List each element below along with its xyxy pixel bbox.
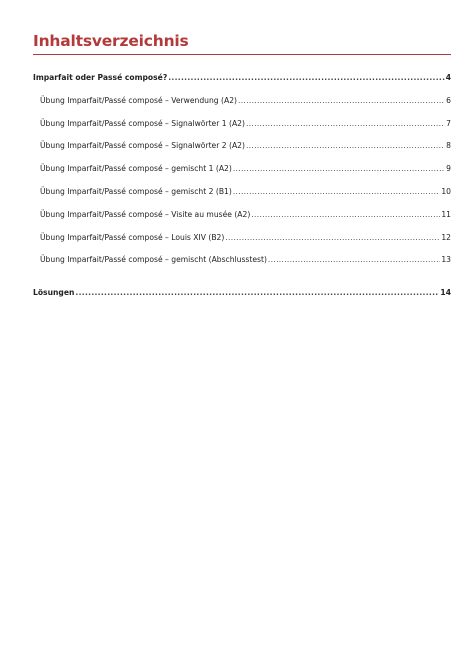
toc-leader-dots bbox=[233, 164, 445, 174]
toc-page-number: 6 bbox=[446, 95, 451, 105]
toc-page-number: 7 bbox=[446, 118, 451, 128]
toc-title: Inhaltsverzeichnis bbox=[33, 32, 189, 50]
toc-entry-label: Übung Imparfait/Passé composé – Visite au musée (A2) bbox=[40, 209, 251, 219]
toc-entry[interactable] bbox=[33, 210, 451, 220]
toc-entry[interactable] bbox=[33, 255, 451, 265]
toc-entry-label: Imparfait oder Passé composé? bbox=[33, 73, 168, 82]
toc-leader-dots bbox=[246, 119, 445, 129]
toc-page-number: 11 bbox=[441, 209, 451, 219]
toc-list bbox=[33, 73, 451, 298]
toc-leader-dots bbox=[246, 141, 445, 151]
toc-entry[interactable] bbox=[33, 187, 451, 197]
toc-entry-label: Übung Imparfait/Passé composé – gemischt (Abschlusstest) bbox=[40, 255, 267, 265]
document-page bbox=[33, 30, 451, 298]
toc-entry[interactable] bbox=[33, 119, 451, 129]
toc-leader-dots bbox=[75, 288, 439, 298]
toc-page-number: 4 bbox=[445, 73, 451, 82]
toc-leader-dots bbox=[238, 96, 445, 106]
toc-chapter-entry[interactable] bbox=[33, 73, 451, 83]
toc-leader-dots bbox=[225, 233, 440, 243]
toc-page-number: 9 bbox=[446, 164, 451, 174]
toc-entry-label: Lösungen bbox=[33, 288, 75, 298]
toc-entry[interactable] bbox=[33, 141, 451, 151]
toc-leader-dots bbox=[168, 73, 444, 83]
toc-page-number: 14 bbox=[440, 288, 451, 298]
toc-page-number: 12 bbox=[441, 232, 451, 242]
toc-entry[interactable] bbox=[33, 96, 451, 106]
toc-entry-label: Übung Imparfait/Passé composé – Signalwörter 1 (A2) bbox=[40, 118, 245, 128]
toc-solutions-entry[interactable] bbox=[33, 288, 451, 298]
toc-page-number: 13 bbox=[441, 255, 451, 265]
toc-entry-label: Übung Imparfait/Passé composé – Signalwörter 2 (A2) bbox=[40, 141, 245, 151]
toc-entry[interactable] bbox=[33, 233, 451, 243]
toc-leader-dots bbox=[233, 187, 441, 197]
toc-leader-dots bbox=[251, 210, 440, 220]
toc-entry-label: Übung Imparfait/Passé composé – Verwendung (A2) bbox=[40, 95, 237, 105]
toc-page-number: 10 bbox=[441, 186, 451, 196]
toc-page-number: 8 bbox=[446, 141, 451, 151]
toc-leader-dots bbox=[268, 255, 440, 265]
toc-entry[interactable] bbox=[33, 164, 451, 174]
toc-entry-label: Übung Imparfait/Passé composé – Louis XIV (B2) bbox=[40, 232, 225, 242]
toc-entry-label: Übung Imparfait/Passé composé – gemischt 1 (A2) bbox=[40, 164, 232, 174]
title-divider bbox=[33, 54, 451, 55]
toc-entry-label: Übung Imparfait/Passé composé – gemischt 2 (B1) bbox=[40, 186, 232, 196]
